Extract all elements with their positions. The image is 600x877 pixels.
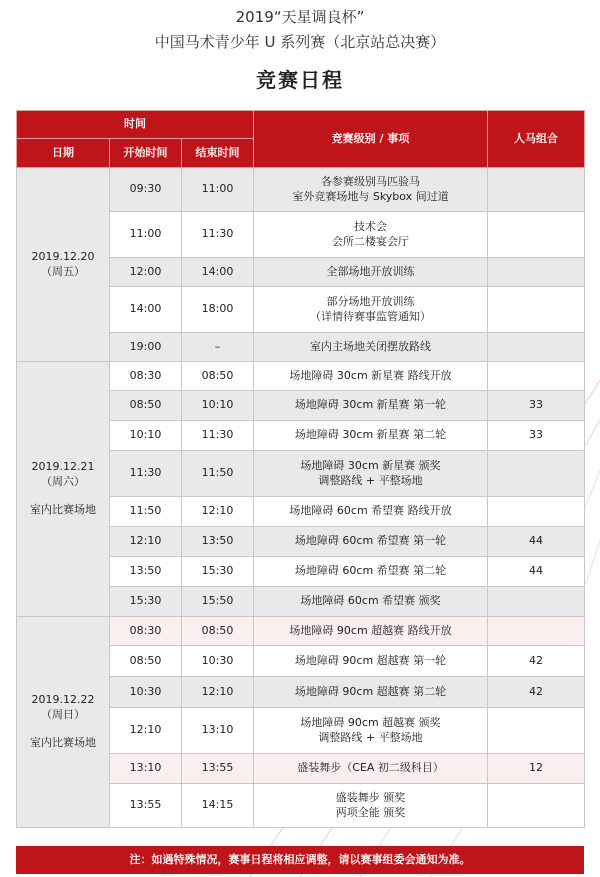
event-text: 场地障碍 60cm 希望赛 路线开放 [289, 504, 452, 518]
combo-cell [488, 258, 585, 287]
start-time-cell: 08:50 [110, 646, 182, 677]
combo-cell [488, 451, 585, 497]
event-text: 室内主场地关闭摆放路线 [310, 339, 432, 353]
header-start: 开始时间 [110, 139, 182, 168]
start-time-cell: 15:30 [110, 587, 182, 617]
event-text: 技术会 [354, 219, 388, 233]
combo-cell: 44 [488, 557, 585, 587]
event-text: 各参赛级别马匹验马 [321, 174, 421, 188]
combo-cell [488, 362, 585, 391]
event-text: 场地障碍 90cm 超越赛 颁奖 [300, 715, 441, 729]
event-cell [254, 784, 488, 828]
event-text: 场地障碍 90cm 超越赛 第二轮 [294, 684, 447, 698]
start-time-cell: 08:30 [110, 617, 182, 646]
end-time-cell: 13:10 [182, 708, 254, 754]
start-time-cell: 11:00 [110, 212, 182, 258]
combo-cell: 33 [488, 421, 585, 451]
end-time-cell: 08:50 [182, 617, 254, 646]
combo-cell: 33 [488, 391, 585, 421]
combo-cell [488, 708, 585, 754]
start-time-cell: 13:55 [110, 784, 182, 828]
event-cell [254, 754, 488, 784]
event-cell [254, 557, 488, 587]
header-date: 日期 [17, 139, 110, 168]
end-time-cell: 14:15 [182, 784, 254, 828]
weekday-text: （周六） [41, 474, 85, 488]
end-time-cell: 10:10 [182, 391, 254, 421]
page-title: 竞赛日程 [256, 68, 344, 92]
end-time-cell: 11:30 [182, 421, 254, 451]
event-text: 场地障碍 60cm 希望赛 第一轮 [294, 534, 447, 548]
combo-cell [488, 168, 585, 212]
event-cell [254, 497, 488, 527]
event-cell [254, 677, 488, 708]
event-subtext: 会所二楼宴会厅 [332, 234, 410, 248]
combo-cell: 12 [488, 754, 585, 784]
event-subtext: 两项全能 颁奖 [335, 805, 406, 819]
start-time-cell: 12:10 [110, 708, 182, 754]
combo-cell [488, 497, 585, 527]
event-text: 盛装舞步 颁奖 [335, 790, 406, 804]
event-text: 场地障碍 60cm 希望赛 颁奖 [300, 594, 441, 608]
date-cell [17, 617, 110, 828]
table-row [17, 617, 585, 646]
combo-cell [488, 784, 585, 828]
end-time-cell: 10:30 [182, 646, 254, 677]
start-time-cell: 09:30 [110, 168, 182, 212]
event-text: 盛装舞步（CEA 初二级科目） [297, 761, 444, 775]
end-time-cell: 13:50 [182, 527, 254, 557]
event-cell [254, 617, 488, 646]
combo-cell [488, 333, 585, 362]
event-cell [254, 287, 488, 333]
event-text: 全部场地开放训练 [326, 264, 415, 278]
combo-cell [488, 287, 585, 333]
table-row [17, 362, 585, 391]
event-cell [254, 587, 488, 617]
date-text: 2019.12.20 [31, 249, 95, 263]
event-cell [254, 646, 488, 677]
start-time-cell: 13:50 [110, 557, 182, 587]
schedule-body [17, 168, 585, 828]
event-text: 场地障碍 30cm 新星赛 第二轮 [294, 428, 447, 442]
start-time-cell: 10:30 [110, 677, 182, 708]
start-time-cell: 12:10 [110, 527, 182, 557]
venue-text: 室内比赛场地 [30, 503, 96, 517]
event-text: 场地障碍 90cm 超越赛 路线开放 [289, 623, 452, 637]
combo-cell [488, 212, 585, 258]
date-cell [17, 168, 110, 362]
event-cell [254, 362, 488, 391]
end-time-cell: 13:55 [182, 754, 254, 784]
combo-cell: 44 [488, 527, 585, 557]
header-event: 竞赛级别 / 事项 [254, 111, 488, 168]
event-subtext: 室外竞赛场地与 Skybox 间过道 [292, 189, 449, 203]
start-time-cell: 10:10 [110, 421, 182, 451]
combo-cell: 42 [488, 677, 585, 708]
header-end: 结束时间 [182, 139, 254, 168]
event-cell [254, 451, 488, 497]
combo-cell [488, 587, 585, 617]
event-subtext: （详情待赛事监管通知） [310, 309, 432, 323]
event-cell [254, 527, 488, 557]
end-time-cell: 18:00 [182, 287, 254, 333]
event-cell [254, 391, 488, 421]
event-text: 场地障碍 60cm 希望赛 第二轮 [294, 564, 447, 578]
date-text: 2019.12.21 [31, 459, 95, 473]
event-cell [254, 421, 488, 451]
end-time-cell: 11:00 [182, 168, 254, 212]
event-cell [254, 168, 488, 212]
event-text: 场地障碍 30cm 新星赛 路线开放 [289, 368, 452, 382]
event-subtext: 调整路线 + 平整场地 [318, 473, 423, 487]
end-time-cell: 11:50 [182, 451, 254, 497]
header-combo: 人马组合 [488, 111, 585, 168]
event-cell [254, 708, 488, 754]
start-time-cell: 11:30 [110, 451, 182, 497]
footer-note: 注：如遇特殊情况，赛事日程将相应调整，请以赛事组委会通知为准。 [16, 846, 584, 874]
event-title-line1: 2019“天星调良杯” [235, 8, 365, 26]
event-title-line2: 中国马术青少年 U 系列赛（北京站总决赛） [154, 33, 446, 51]
start-time-cell: 08:30 [110, 362, 182, 391]
event-text: 场地障碍 90cm 超越赛 第一轮 [294, 653, 447, 667]
combo-cell [488, 617, 585, 646]
end-time-cell: 15:30 [182, 557, 254, 587]
event-cell [254, 212, 488, 258]
date-cell [17, 362, 110, 617]
end-time-cell: 12:10 [182, 677, 254, 708]
end-time-cell: 12:10 [182, 497, 254, 527]
start-time-cell: 08:50 [110, 391, 182, 421]
event-text: 场地障碍 30cm 新星赛 颁奖 [300, 458, 441, 472]
weekday-text: （周日） [41, 707, 85, 721]
start-time-cell: 11:50 [110, 497, 182, 527]
combo-cell: 42 [488, 646, 585, 677]
event-text: 部分场地开放训练 [326, 294, 415, 308]
event-subtext: 调整路线 + 平整场地 [318, 730, 423, 744]
event-text: 场地障碍 30cm 新星赛 第一轮 [294, 398, 447, 412]
end-time-cell: – [182, 333, 254, 362]
start-time-cell: 14:00 [110, 287, 182, 333]
end-time-cell: 08:50 [182, 362, 254, 391]
venue-text: 室内比赛场地 [30, 736, 96, 750]
start-time-cell: 19:00 [110, 333, 182, 362]
start-time-cell: 12:00 [110, 258, 182, 287]
table-row [17, 168, 585, 212]
event-cell [254, 333, 488, 362]
end-time-cell: 11:30 [182, 212, 254, 258]
weekday-text: （周五） [41, 264, 85, 278]
date-text: 2019.12.22 [31, 692, 95, 706]
header-time: 时间 [17, 111, 254, 139]
schedule-table [16, 110, 585, 828]
end-time-cell: 15:50 [182, 587, 254, 617]
event-cell [254, 258, 488, 287]
start-time-cell: 13:10 [110, 754, 182, 784]
end-time-cell: 14:00 [182, 258, 254, 287]
